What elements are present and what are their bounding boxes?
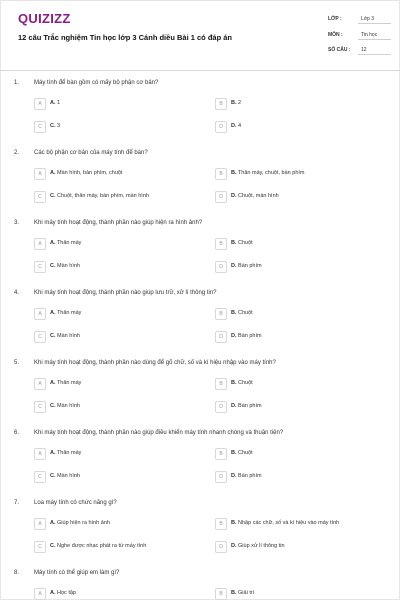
- option-letter: B: [215, 168, 227, 180]
- meta-label-grade: LỚP :: [328, 16, 342, 22]
- option-key: D.: [231, 123, 237, 129]
- question-number: 6.: [14, 430, 20, 436]
- option-key: B.: [231, 450, 237, 456]
- option-letter: A: [34, 98, 46, 110]
- option-letter: D: [215, 471, 227, 483]
- option-key: C.: [50, 333, 56, 339]
- option-letter: B: [215, 378, 227, 390]
- option-key: D.: [231, 333, 237, 339]
- option-letter: D: [215, 261, 227, 273]
- option-letter: D: [215, 121, 227, 133]
- option-text: Thân máy: [56, 450, 82, 456]
- meta-label-count: SỐ CÂU :: [328, 47, 351, 53]
- option-letter: C: [34, 471, 46, 483]
- option-text: Bàn phím: [238, 403, 262, 409]
- option-text: 4: [238, 123, 242, 129]
- option-key: D.: [231, 543, 237, 549]
- option-letter: C: [34, 401, 46, 413]
- question-number: 2.: [14, 150, 20, 156]
- option-key: C.: [50, 123, 56, 129]
- option-text: Chuột: [238, 310, 253, 316]
- option-text: Học tập: [57, 590, 76, 596]
- option-letter: C: [34, 261, 46, 273]
- document-title: 12 câu Trắc nghiệm Tin học lớp 3 Cánh diều Bài 1 có đáp án: [18, 33, 232, 42]
- option-letter: B: [215, 308, 227, 320]
- option-key: C.: [50, 263, 56, 269]
- option-text: 3: [57, 123, 61, 129]
- header: [0, 0, 400, 70]
- meta-value-grade: Lớp 3: [358, 16, 391, 24]
- question-text: Loa máy tính có chức năng gì?: [34, 500, 117, 506]
- option-key: A.: [50, 170, 56, 176]
- option-text: Thân máy: [56, 240, 82, 246]
- question-text: Khi máy tính hoạt động, thành phần nào giúp hiện ra hình ảnh?: [34, 220, 203, 226]
- option-text: Chuột, màn hình: [238, 193, 279, 199]
- option-key: D.: [231, 473, 237, 479]
- option-letter: C: [34, 121, 46, 133]
- option-text: Thân máy, chuột, bàn phím: [237, 170, 305, 176]
- option-key: A.: [50, 450, 56, 456]
- option-letter: D: [215, 331, 227, 343]
- option-letter: B: [215, 238, 227, 250]
- option-key: B.: [231, 170, 237, 176]
- question-text: Máy tính có thể giúp em làm gì?: [34, 570, 120, 576]
- question-number: 4.: [14, 290, 20, 296]
- option-text: Chuột, thân máy, bàn phím, màn hình: [57, 193, 149, 199]
- option-key: C.: [50, 403, 56, 409]
- option-text: 1: [57, 100, 61, 106]
- option-letter: D: [215, 541, 227, 553]
- option-letter: B: [215, 518, 227, 530]
- option-text: Màn hình, bàn phím, chuột: [57, 170, 123, 176]
- option-text: Chuột: [238, 240, 253, 246]
- option-text: Bàn phím: [238, 263, 262, 269]
- option-key: B.: [231, 240, 237, 246]
- question-text: Các bộ phận cơ bản của máy tính để bàn?: [34, 150, 148, 156]
- option-letter: C: [34, 541, 46, 553]
- question-number: 5.: [14, 360, 20, 366]
- option-letter: B: [215, 448, 227, 460]
- option-letter: A: [34, 588, 46, 600]
- option-key: B.: [231, 100, 237, 106]
- option-key: A.: [50, 590, 56, 596]
- option-key: D.: [231, 403, 237, 409]
- option-key: A.: [50, 310, 56, 316]
- option-key: C.: [50, 473, 56, 479]
- option-text: Chuột: [238, 380, 253, 386]
- option-text: Màn hình: [57, 333, 80, 339]
- option-text: Màn hình: [57, 263, 80, 269]
- option-key: A.: [50, 380, 56, 386]
- option-key: A.: [50, 520, 56, 526]
- option-letter: A: [34, 448, 46, 460]
- option-key: D.: [231, 193, 237, 199]
- option-text: Bàn phím: [238, 473, 262, 479]
- option-letter: B: [215, 98, 227, 110]
- question-number: 1.: [14, 80, 20, 86]
- option-key: B.: [231, 310, 237, 316]
- option-text: Giúp xử lí thông tin: [238, 543, 285, 549]
- option-key: A.: [50, 240, 56, 246]
- option-text: 2: [238, 100, 242, 106]
- header-divider: [0, 70, 400, 71]
- option-letter: A: [34, 168, 46, 180]
- option-letter: D: [215, 401, 227, 413]
- option-text: Chuột: [238, 450, 253, 456]
- question-text: Khi máy tính hoạt động, thành phần nào giúp điều khiển máy tính nhanh chóng và thuận tiện?: [34, 430, 284, 436]
- option-text: Màn hình: [57, 473, 80, 479]
- option-text: Nghe được nhạc phát ra từ máy tính: [57, 543, 147, 549]
- question-number: 8.: [14, 570, 20, 576]
- question-number: 3.: [14, 220, 20, 226]
- option-letter: C: [34, 331, 46, 343]
- option-text: Bàn phím: [238, 333, 262, 339]
- option-letter: B: [215, 588, 227, 600]
- option-key: D.: [231, 263, 237, 269]
- option-key: A.: [50, 100, 56, 106]
- option-key: C.: [50, 193, 56, 199]
- option-text: Thân máy: [56, 310, 82, 316]
- option-text: Màn hình: [57, 403, 80, 409]
- option-key: B.: [231, 380, 237, 386]
- option-key: B.: [231, 520, 237, 526]
- option-letter: D: [215, 191, 227, 203]
- question-text: Khi máy tính hoạt động, thành phần nào giúp lưu trữ, xử lí thông tin?: [34, 290, 217, 296]
- option-letter: A: [34, 518, 46, 530]
- question-text: Khi máy tính hoạt động, thành phần nào dùng để gõ chữ, số và kí hiệu nhập vào máy tính?: [34, 360, 276, 366]
- option-key: C.: [50, 543, 56, 549]
- option-key: B.: [231, 590, 237, 596]
- option-letter: A: [34, 378, 46, 390]
- option-text: Giúp hiện ra hình ảnh: [57, 520, 110, 526]
- option-text: Giải trí: [238, 590, 255, 596]
- option-letter: C: [34, 191, 46, 203]
- question-text: Máy tính để bàn gồm có mấy bộ phận cơ bản?: [34, 80, 159, 86]
- option-letter: A: [34, 308, 46, 320]
- meta-label-subject: MÔN :: [328, 32, 343, 38]
- meta-value-count: 12: [358, 47, 391, 55]
- option-letter: A: [34, 238, 46, 250]
- meta-value-subject: Tin học: [358, 32, 391, 40]
- question-number: 7.: [14, 500, 20, 506]
- quizizz-logo: QUIZIZZ: [18, 11, 71, 26]
- option-text: Nhập các chữ, số và kí hiệu vào máy tính: [238, 520, 340, 526]
- option-text: Thân máy: [56, 380, 82, 386]
